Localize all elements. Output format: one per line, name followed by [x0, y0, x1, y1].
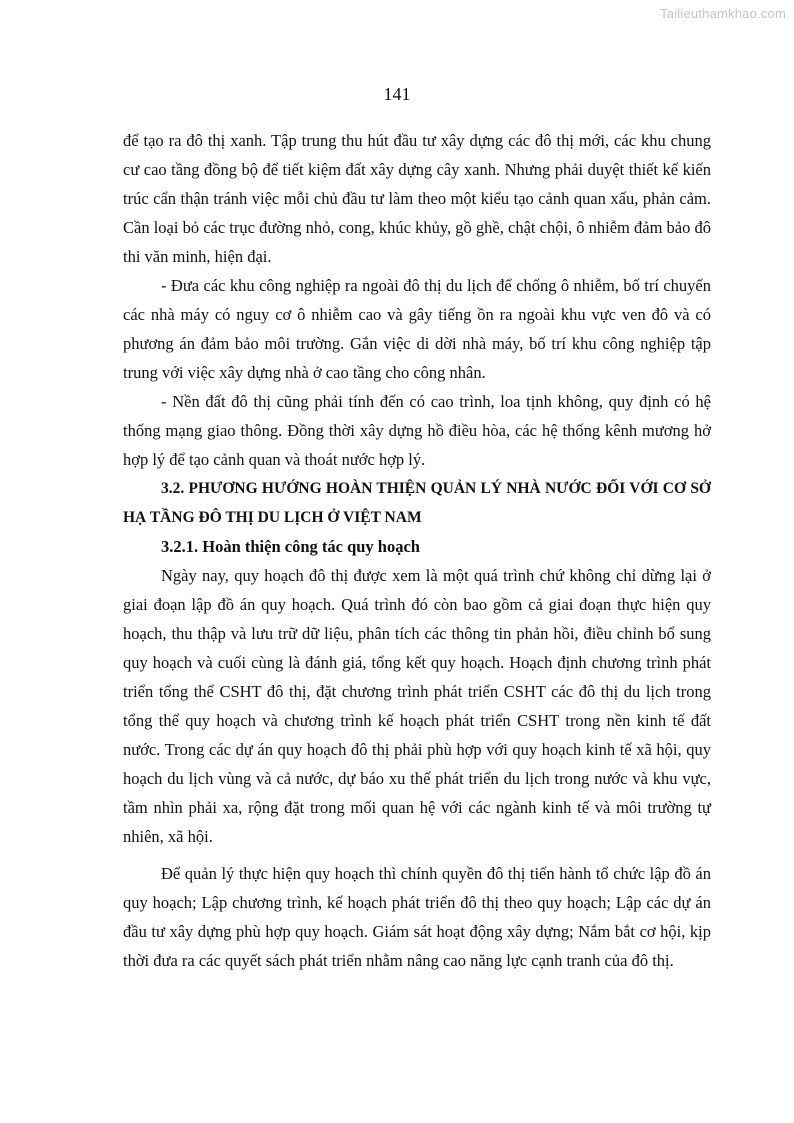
watermark-text: Tailieuthamkhao.com: [660, 6, 786, 21]
document-body: [123, 126, 711, 975]
page-number: 141: [383, 84, 411, 104]
section-heading: 3.2. PHƯƠNG HƯỚNG HOÀN THIỆN QUẢN LÝ NHÀ NƯỚC ĐỐI VỚI CƠ SỞ HẠ TẦNG ĐÔ THỊ DU LỊCH Ở VIỆT NAM: [123, 480, 711, 526]
paragraph-urban-ground: - Nền đất đô thị cũng phải tính đến có cao trình, loa tịnh không, quy định có hệ thống mạng giao thông. Đồng thời xây dựng hồ điều hòa, các hệ thống kênh mương hở hợp lý để tạo cảnh quan và thoát nước hợp lý.: [123, 392, 711, 469]
subsection-heading: 3.2.1. Hoàn thiện công tác quy hoạch: [161, 537, 420, 556]
paragraph-continuation: để tạo ra đô thị xanh. Tập trung thu hút đầu tư xây dựng các đô thị mới, các khu chung cư cao tầng đồng bộ để tiết kiệm đất xây dựng cây xanh. Nhưng phải duyệt thiết kế kiến trúc cẩn thận tránh việc mỗi chủ đầu tư làm theo một kiểu tạo cảnh quan xấu, phản cảm. Cần loại bỏ các trục đường nhỏ, cong, khúc khủy, gồ ghề, chật chội, ô nhiễm đảm bảo đô thi văn minh, hiện đại.: [123, 131, 711, 266]
paragraph-planning-process: Ngày nay, quy hoạch đô thị được xem là một quá trình chứ không chỉ dừng lại ở giai đoạn lập đồ án quy hoạch. Quá trình đó còn bao gồm cả giai đoạn thực hiện quy hoạch, thu thập và lưu trữ dữ liệu, phân tích các thông tin phản hồi, điều chỉnh bổ sung quy hoạch và cuối cùng là đánh giá, tổng kết quy hoạch. Hoạch định chương trình phát triển tổng thể CSHT đô thị, đặt chương trình phát triển CSHT các đô thị du lịch trong tổng thể quy hoạch và chương trình kế hoạch phát triển CSHT trong nền kinh tế đất nước. Trong các dự án quy hoạch đô thị phải phù hợp với quy hoạch kinh tế xã hội, quy hoạch du lịch vùng và cả nước, dự báo xu thế phát triển du lịch trong nước và khu vực, tầm nhìn phải xa, rộng đặt trong mối quan hệ với các ngành kinh tế và môi trường tự nhiên, xã hội.: [123, 566, 711, 846]
paragraph-industrial-zones: - Đưa các khu công nghiệp ra ngoài đô thị du lịch để chống ô nhiễm, bố trí chuyển các nhà máy có nguy cơ ô nhiễm cao và gây tiếng ồn ra ngoài khu vực ven đô và có phương án đảm bảo môi trường. Gắn việc di dời nhà máy, bố trí khu công nghiệp tập trung với việc xây dựng nhà ở cao tầng cho công nhân.: [123, 276, 711, 382]
paragraph-planning-management: Để quản lý thực hiện quy hoạch thì chính quyền đô thị tiến hành tổ chức lập đồ án quy hoạch; Lập chương trình, kế hoạch phát triển đô thị theo quy hoạch; Lập các dự án đầu tư xây dựng phù hợp quy hoạch. Giám sát hoạt động xây dựng; Nắm bắt cơ hội, kịp thời đưa ra các quyết sách phát triển nhằm nâng cao năng lực cạnh tranh của đô thị.: [123, 864, 711, 970]
